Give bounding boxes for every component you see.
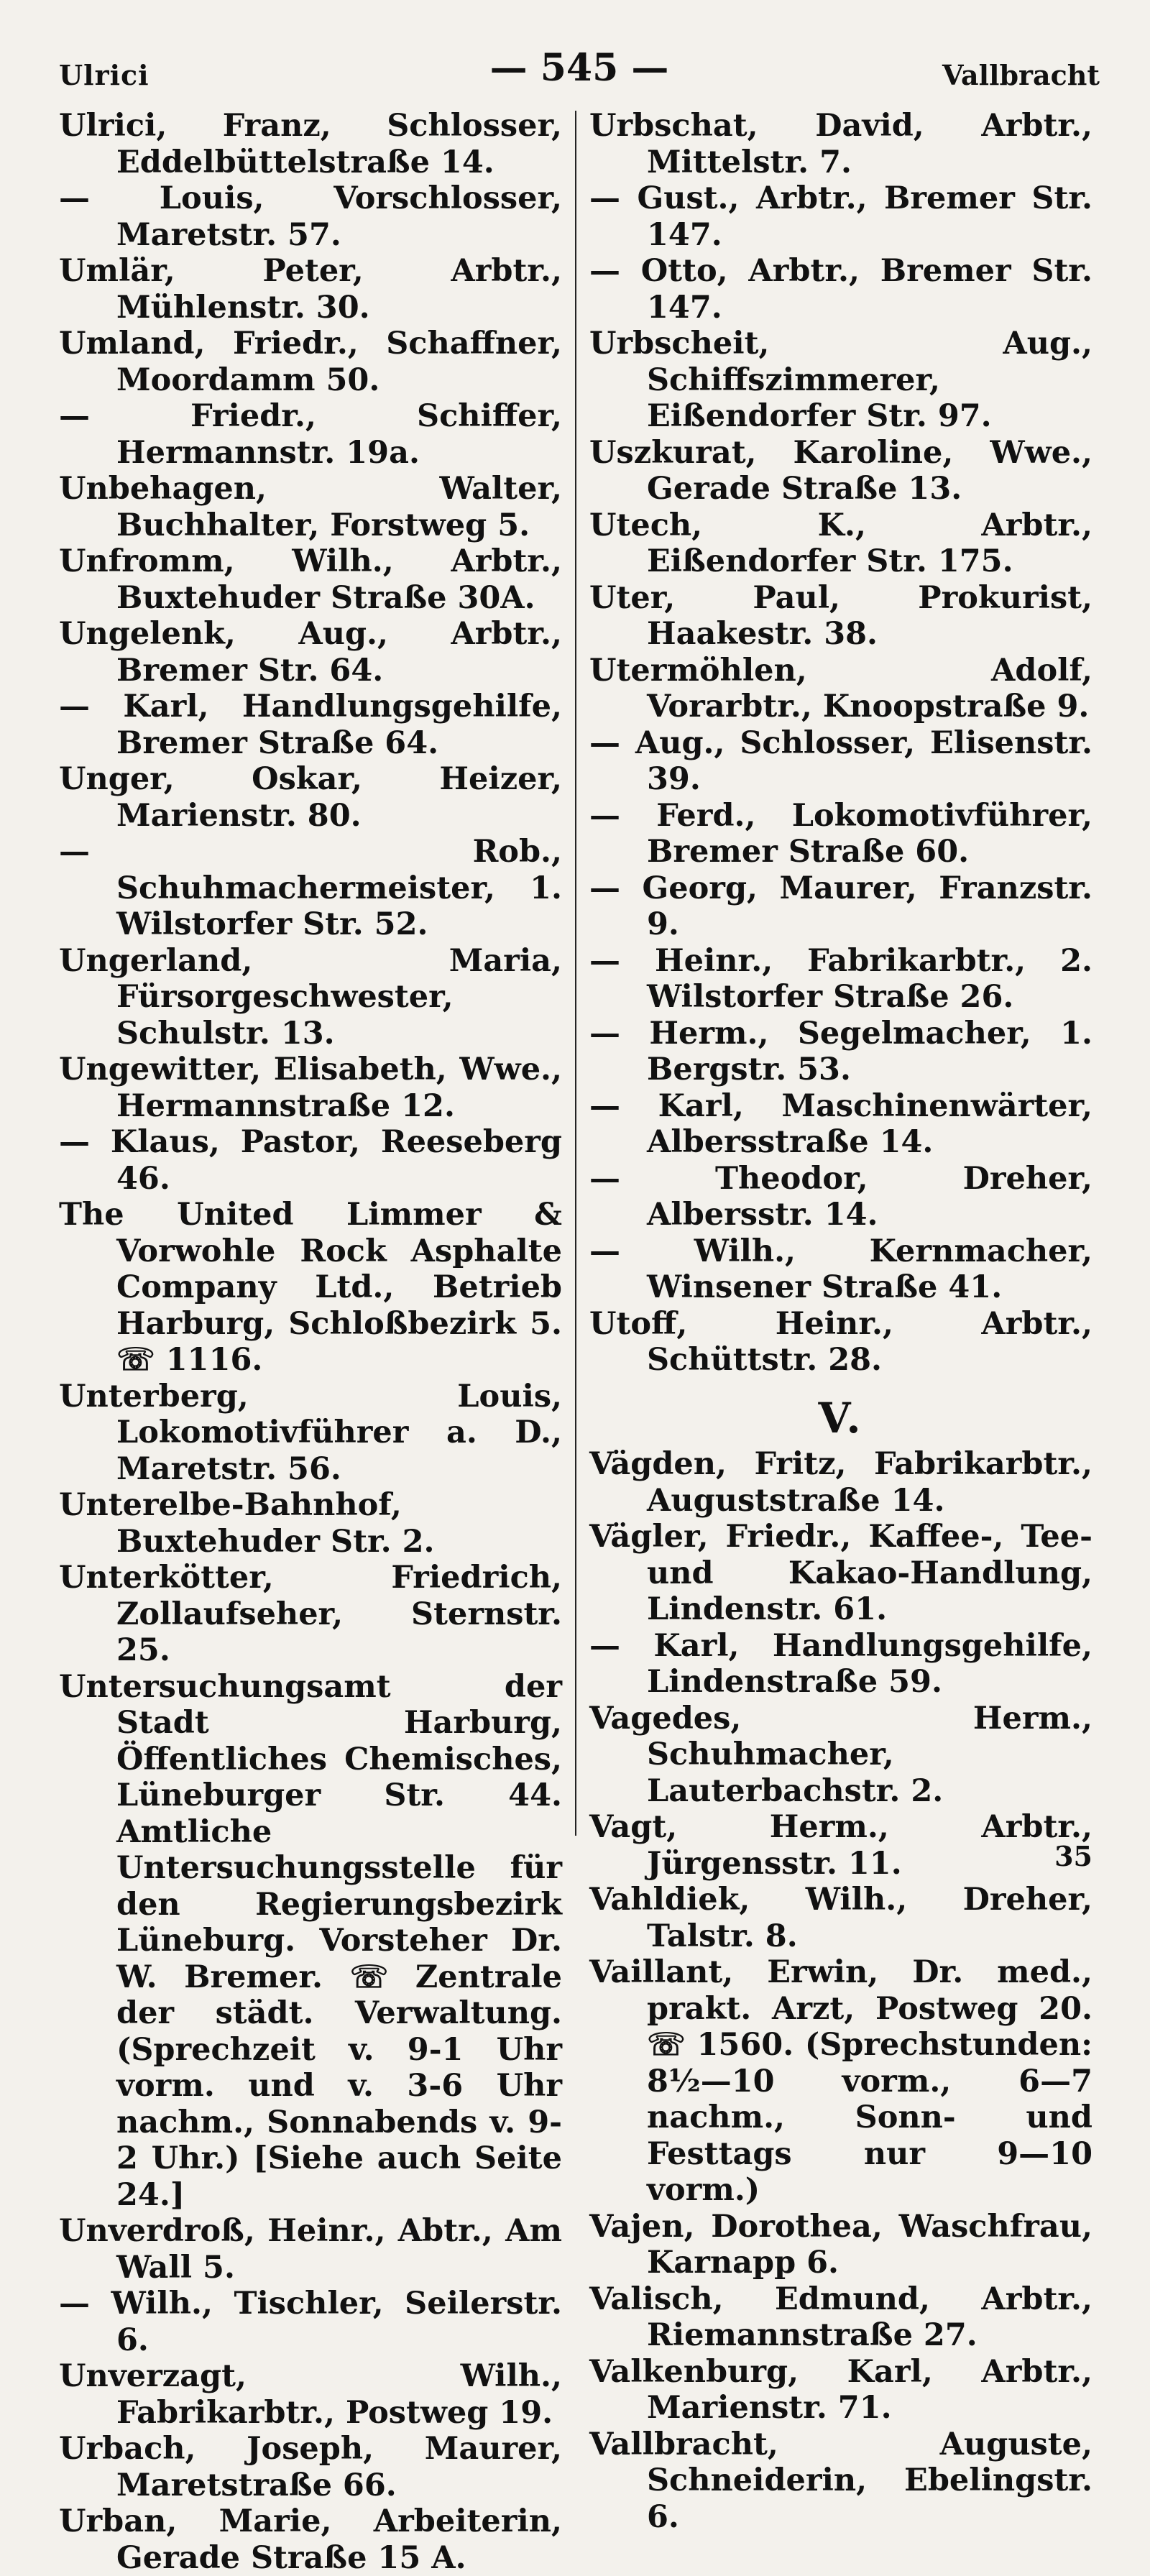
directory-entry: — Gust., Arbtr., Bremer Str. 147. (589, 180, 1092, 253)
right-column-v-entries (589, 1446, 1092, 2535)
directory-entry: Umland, Friedr., Schaffner, Moordamm 50. (59, 326, 562, 398)
directory-entry: — Klaus, Pastor, Reeseberg 46. (59, 1124, 562, 1197)
directory-entry: Vägler, Friedr., Kaffee-, Tee- und Kakao-Handlung, Lindenstr. 61. (589, 1519, 1092, 1627)
directory-entry: Unterberg, Louis, Lokomotivführer a. D., Maretstr. 56. (59, 1378, 562, 1487)
directory-entry: Unfromm, Wilh., Arbtr., Buxtehuder Straße 30A. (59, 543, 562, 616)
directory-entry: Valkenburg, Karl, Arbtr., Marienstr. 71. (589, 2353, 1092, 2426)
directory-entry: — Herm., Segelmacher, 1. Bergstr. 53. (589, 1015, 1092, 1087)
right-column-u-entries (589, 108, 1092, 1379)
directory-entry: Urban, Marie, Arbeiterin, Gerade Straße 15 A. (59, 2503, 562, 2576)
page-number: — 545 — (489, 46, 669, 90)
directory-entry: — Ferd., Lokomotivführer, Bremer Straße 60. (589, 797, 1092, 870)
directory-entry: Unverdroß, Heinr., Abtr., Am Wall 5. (59, 2213, 562, 2286)
directory-entry: Uter, Paul, Prokurist, Haakestr. 38. (589, 579, 1092, 652)
directory-entry: — Wilh., Tischler, Seilerstr. 6. (59, 2286, 562, 2358)
directory-entry: Unterkötter, Friedrich, Zollaufseher, Sternstr. 25. (59, 1560, 562, 1668)
directory-entry: Vaillant, Erwin, Dr. med., prakt. Arzt, Postweg 20. ☏ 1560. (Sprechstunden: 8½—10 vorm., 6—7 nachm., Sonn- und Festtags nur 9—10 vorm.) (589, 1954, 1092, 2208)
directory-entry: Ungelenk, Aug., Arbtr., Bremer Str. 64. (59, 616, 562, 689)
sheet-signature: 35 (1054, 1840, 1092, 1872)
directory-entry: Ulrici, Franz, Schlosser, Eddelbüttelstraße 14. (59, 108, 562, 180)
directory-entry: Ungerland, Maria, Fürsorgeschwester, Schulstr. 13. (59, 942, 562, 1052)
directory-entry: — Heinr., Fabrikarbtr., 2. Wilstorfer Straße 26. (589, 942, 1092, 1015)
directory-entry: Vajen, Dorothea, Waschfrau, Karnapp 6. (589, 2208, 1092, 2281)
directory-entry: Urbschat, David, Arbtr., Mittelstr. 7. (589, 108, 1092, 180)
directory-entry: Vallbracht, Auguste, Schneiderin, Ebelingstr. 6. (589, 2426, 1092, 2535)
directory-entry: Ungewitter, Elisabeth, Wwe., Hermannstraße 12. (59, 1052, 562, 1124)
page-header (59, 43, 1100, 108)
directory-entry: — Karl, Handlungsgehilfe, Lindenstraße 59. (589, 1627, 1092, 1700)
directory-entry: — Theodor, Dreher, Albersstr. 14. (589, 1160, 1092, 1233)
directory-entry: Unbehagen, Walter, Buchhalter, Forstweg 5. (59, 471, 562, 543)
left-column (59, 108, 575, 2576)
directory-entry: — Georg, Maurer, Franzstr. 9. (589, 870, 1092, 942)
directory-entry: — Rob., Schuhmachermeister, 1. Wilstorfer Str. 52. (59, 834, 562, 942)
directory-entry: Urbach, Joseph, Maurer, Maretstraße 66. (59, 2431, 562, 2503)
directory-entry: — Wilh., Kernmacher, Winsener Straße 41. (589, 1233, 1092, 1305)
directory-entry: Unterelbe-Bahnhof, Buxtehuder Str. 2. (59, 1487, 435, 1560)
directory-entry: Unverzagt, Wilh., Fabrikarbtr., Postweg 19. (59, 2358, 562, 2431)
directory-entry: Utoff, Heinr., Arbtr., Schüttstr. 28. (589, 1305, 1092, 1378)
header-first-entry: Ulrici (59, 59, 150, 91)
directory-entry: — Karl, Maschinenwärter, Albersstraße 14. (589, 1087, 1092, 1160)
directory-entry: Unger, Oskar, Heizer, Marienstr. 80. (59, 761, 562, 834)
directory-entry: Umlär, Peter, Arbtr., Mühlenstr. 30. (59, 253, 562, 326)
directory-entry: Uszkurat, Karoline, Wwe., Gerade Straße 13. (589, 434, 1092, 507)
directory-entry: Utech, K., Arbtr., Eißendorfer Str. 175. (589, 507, 1092, 579)
section-letter-heading: V. (818, 1393, 864, 1443)
directory-entry: — Friedr., Schiffer, Hermannstr. 19a. (59, 398, 562, 471)
directory-entry: — Louis, Vorschlosser, Maretstr. 57. (59, 180, 562, 253)
header-last-entry: Vallbracht (942, 59, 1100, 91)
directory-entry: — Aug., Schlosser, Elisenstr. 39. (589, 724, 1092, 797)
directory-entry: — Karl, Handlungsgehilfe, Bremer Straße 64. (59, 689, 562, 761)
directory-entry: Vahldiek, Wilh., Dreher, Talstr. 8. (589, 1882, 1092, 1954)
directory-entry: Vagedes, Herm., Schuhmacher, Lauterbachstr. 2. (589, 1700, 1092, 1809)
directory-entry: — Otto, Arbtr., Bremer Str. 147. (589, 253, 1092, 326)
directory-entry: The United Limmer & Vorwohle Rock Asphalte Company Ltd., Betrieb Harburg, Schloßbezirk 5. ☏ 1116. (59, 1197, 562, 1378)
directory-entry: Vägden, Fritz, Fabrikarbtr., Auguststraße 14. (589, 1446, 1092, 1519)
directory-entry: Untersuchungsamt der Stadt Harburg, Öffentliches Chemisches, Lüneburger Str. 44. Amtliche Untersuchungsstelle für den Regierungsbezirk Lüneburg. Vorsteher Dr. W. Bremer. ☏ Zentrale der städt. Verwaltung. (Sprechzeit v. 9-1 Uhr vorm. und v. 3-6 Uhr nachm., Sonnabends v. 9-2 Uhr.) [Siehe auch Seite 24.] (59, 1668, 562, 2213)
directory-entry: Vagt, Herm., Arbtr., Jürgensstr. 11. (589, 1809, 1092, 1882)
directory-entry: Valisch, Edmund, Arbtr., Riemannstraße 27. (589, 2281, 1092, 2353)
directory-entry: Utermöhlen, Adolf, Vorarbtr., Knoopstraße 9. (589, 652, 1092, 724)
directory-entry: Urbscheit, Aug., Schiffszimmerer, Eißendorfer Str. 97. (589, 326, 1092, 434)
